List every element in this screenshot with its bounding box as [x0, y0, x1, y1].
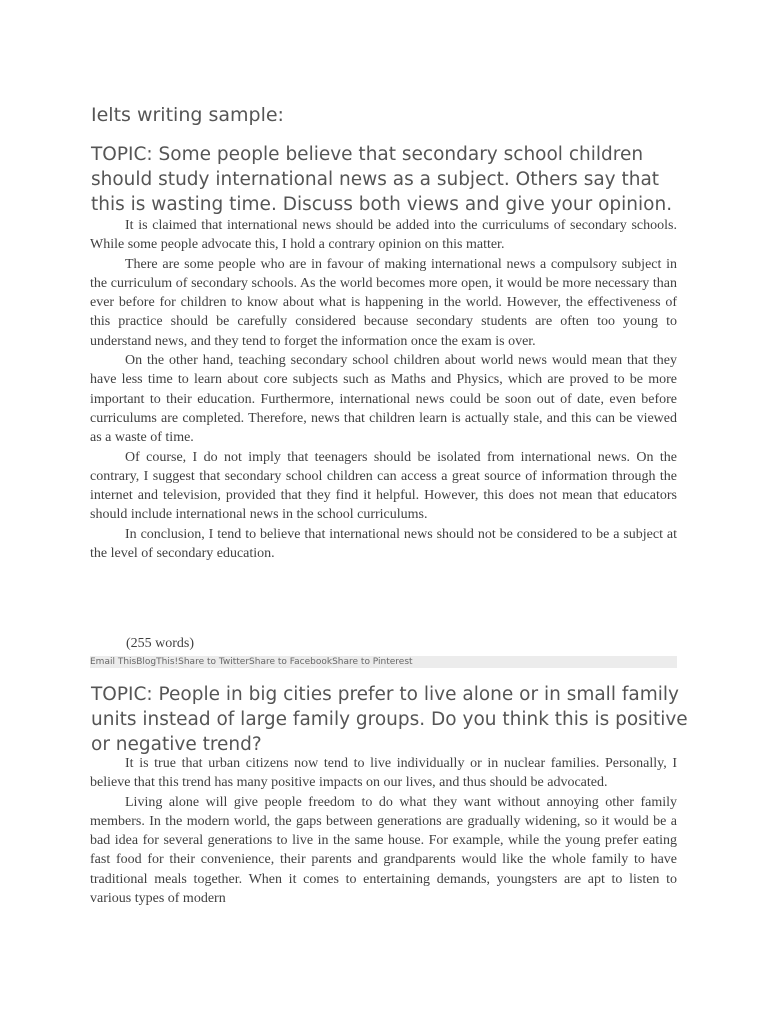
share-twitter-link[interactable]: Share to Twitter: [178, 657, 250, 667]
share-blogthis-link[interactable]: BlogThis!: [136, 657, 179, 667]
essay-1-paragraph: It is claimed that international news should be added into the curriculums of secondary schools. While some people advocate this, I hold a contrary opinion on this matter.: [90, 218, 677, 253]
document-heading: Ielts writing sample:: [91, 104, 284, 126]
share-bar: [90, 656, 677, 668]
essay-2-paragraph: It is true that urban citizens now tend to live individually or in nuclear families. Personally, I believe that this trend has many positive impacts on our lives, and thus should be advocated.: [90, 756, 677, 791]
essay-1-paragraph: Of course, I do not imply that teenagers should be isolated from international news. On the contrary, I suggest that secondary school children can access a great source of information through the internet and television, provided that they find it helpful. However, this does not mean that educators should include international news in the school curriculums.: [90, 449, 677, 523]
essay-1-body: [90, 216, 677, 563]
essay-1-topic: TOPIC: Some people believe that secondary school children should study international news as a subject. Others say that this is wasting time. Discuss both views and give your opinion.: [91, 144, 673, 215]
essay-1-paragraph: In conclusion, I tend to believe that international news should not be considered to be a subject at the level of secondary education.: [90, 526, 677, 562]
essay-1-paragraph: On the other hand, teaching secondary school children about world news would mean that they have less time to learn about core subjects such as Maths and Physics, which are proved to be more important to their education. Furthermore, international news could be soon out of date, even before curriculums are completed. Therefore, news that children learn is actually stale, and this can be viewed as a waste of time.: [90, 353, 677, 446]
essay-2-topic: TOPIC: People in big cities prefer to live alone or in small family units instead of large family groups. Do you think this is positive or negative trend?: [91, 684, 688, 755]
essay-2-body: [90, 754, 677, 908]
essay-1-paragraph: There are some people who are in favour of making international news a compulsory subject in the curriculum of secondary schools. As the world becomes more open, it would be more necessary than ever before for children to know about what is happening in the world. However, the effectiveness of this practice should be carefully considered because secondary students are often too young to understand news, and they tend to forget the information once the exam is over.: [90, 256, 677, 349]
essay-1-word-count: (255 words): [126, 636, 195, 651]
share-pinterest-link[interactable]: Share to Pinterest: [332, 657, 413, 667]
essay-2-paragraph: Living alone will give people freedom to do what they want without annoying other family members. In the modern world, the gaps between generations are gradually widening, so it would be a bad idea for several generations to live in the same house. For example, while the young prefer eating fast food for their convenience, their parents and grandparents would like the whole family to have traditional meals together. When it comes to entertaining demands, youngsters are apt to listen to various types of modern: [90, 794, 677, 907]
share-email-link[interactable]: Email This: [90, 657, 137, 667]
share-facebook-link[interactable]: Share to Facebook: [249, 657, 333, 667]
